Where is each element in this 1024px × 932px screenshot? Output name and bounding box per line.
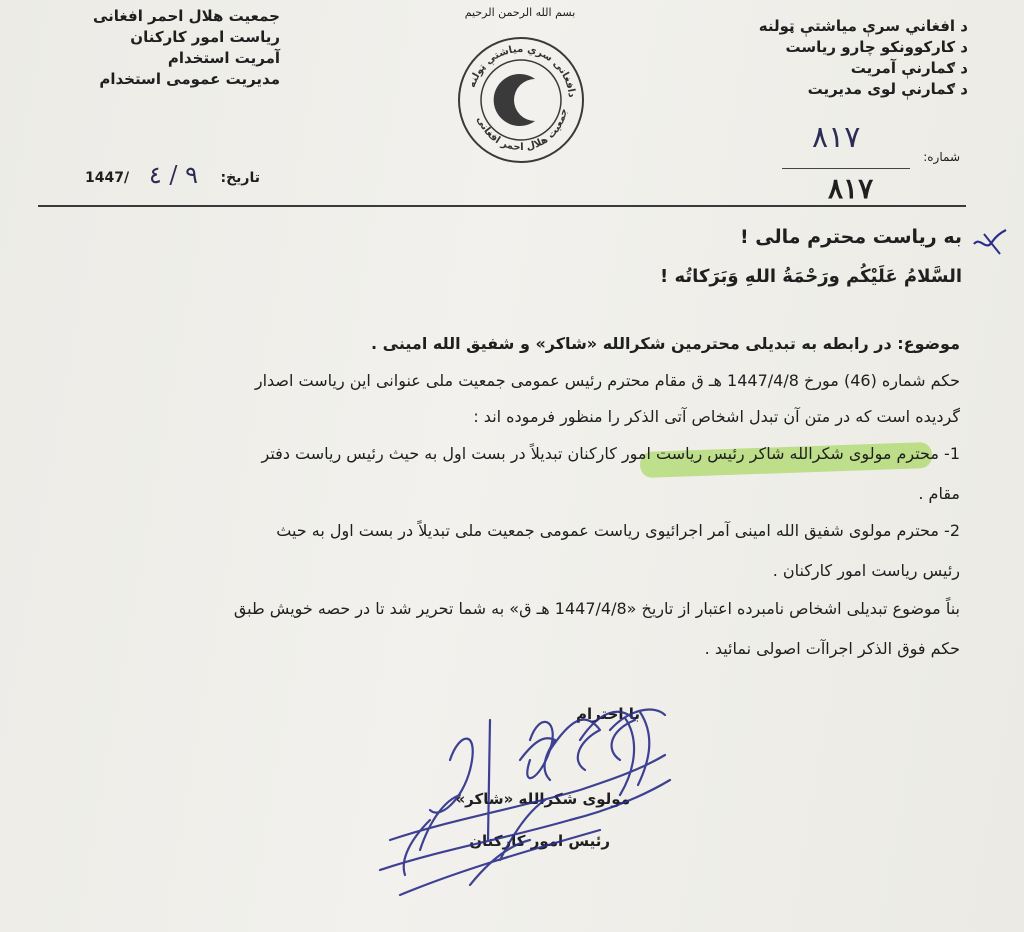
greeting: السَّلامُ عَلَيْكُم ورَحْمَةُ اللهِ وَبَرَكاتُه ! [660, 266, 962, 287]
date-year: 1447/ [85, 170, 130, 186]
emblem-seal [455, 34, 587, 166]
svg-text:دافغانی سري میاشتې ټولنه: دافغانی سري میاشتې ټولنه [466, 43, 577, 99]
header-right-line: د ګمارنې آمریت [850, 59, 968, 77]
closing-line: بناً موضوع تبدیلی اشخاص نامبرده اعتبار از تاریخ «1447/4/8 هـ ق» به شما تحریر شد تا در حصه خویش طبق [233, 599, 960, 618]
number-divider [782, 168, 910, 169]
paragraph-line: گردیده است که در متن آن تبدل اشخاص آتی الذکر را منظور فرموده اند : [473, 407, 960, 426]
date-handwritten: ٩ / ٤ [148, 161, 198, 189]
list-item-line: 1- محترم مولوی شکرالله شاکر رئیس ریاست امور کارکنان تبدیلاً در بست اول به حیث رئیس ریاست دفتر [261, 444, 960, 463]
header-right [678, 16, 968, 100]
svg-text:جمعیت هلال احمر افغانی: جمعیت هلال احمر افغانی [474, 107, 570, 154]
date-label: تاریخ: [220, 170, 260, 186]
signatory-name: مولوی شکرالله «شاکر» [455, 790, 630, 808]
basmala: بسم الله الرحمن الرحيم [464, 6, 576, 19]
header-right-line: د کارکوونکو چارو ریاست [785, 38, 968, 56]
date-row [85, 161, 260, 195]
number-handwritten-top: ٨١٧ [812, 120, 861, 155]
header-rule [38, 205, 966, 207]
signature-regards: با احترام [575, 705, 640, 723]
list-item-line: رئیس ریاست امور کارکنان . [772, 561, 960, 580]
handwritten-signature [370, 700, 680, 910]
crescent-icon [494, 74, 535, 126]
header-right-line: د ګمارنې لوی مدیریت [807, 80, 968, 98]
header-left-line: جمعیت هلال احمر افغانی [92, 7, 280, 25]
signatory-title: رئیس امور کارکنان [469, 832, 610, 850]
header-left [40, 6, 280, 90]
number-stamped: ٨١٧ [828, 172, 874, 205]
closing-line: حکم فوق الذکر اجراآت اصولی نمائید . [704, 639, 960, 658]
header-left-line: مدیریت عمومی استخدام [99, 70, 280, 88]
subject-line: موضوع: در رابطه به تبدیلی محترمین شکرالله «شاکر» و شفیق الله امینی . [371, 334, 960, 353]
list-item-line: مقام . [918, 484, 960, 503]
list-item-line: 2- محترم مولوی شفیق الله امینی آمر اجرائیوی ریاست عمومی جمعیت ملی تبدیلاً در بست اول به حیث [276, 521, 960, 540]
addressee: به ریاست محترم مالی ! [740, 226, 962, 248]
header-left-line: آمریت استخدام [167, 49, 280, 67]
margin-check-icon [970, 228, 1010, 258]
paragraph-line: حکم شماره (46) مورخ 1447/4/8 هـ ق مقام محترم رئیس عمومی جمعیت ملی عنوانی این ریاست اصدار [254, 371, 960, 390]
header-right-line: د افغاني سرې میاشتې ټولنه [758, 17, 968, 35]
number-label: شماره: [923, 150, 960, 164]
red-crescent-emblem [455, 34, 587, 166]
header-left-line: ریاست امور کارکنان [130, 28, 280, 46]
